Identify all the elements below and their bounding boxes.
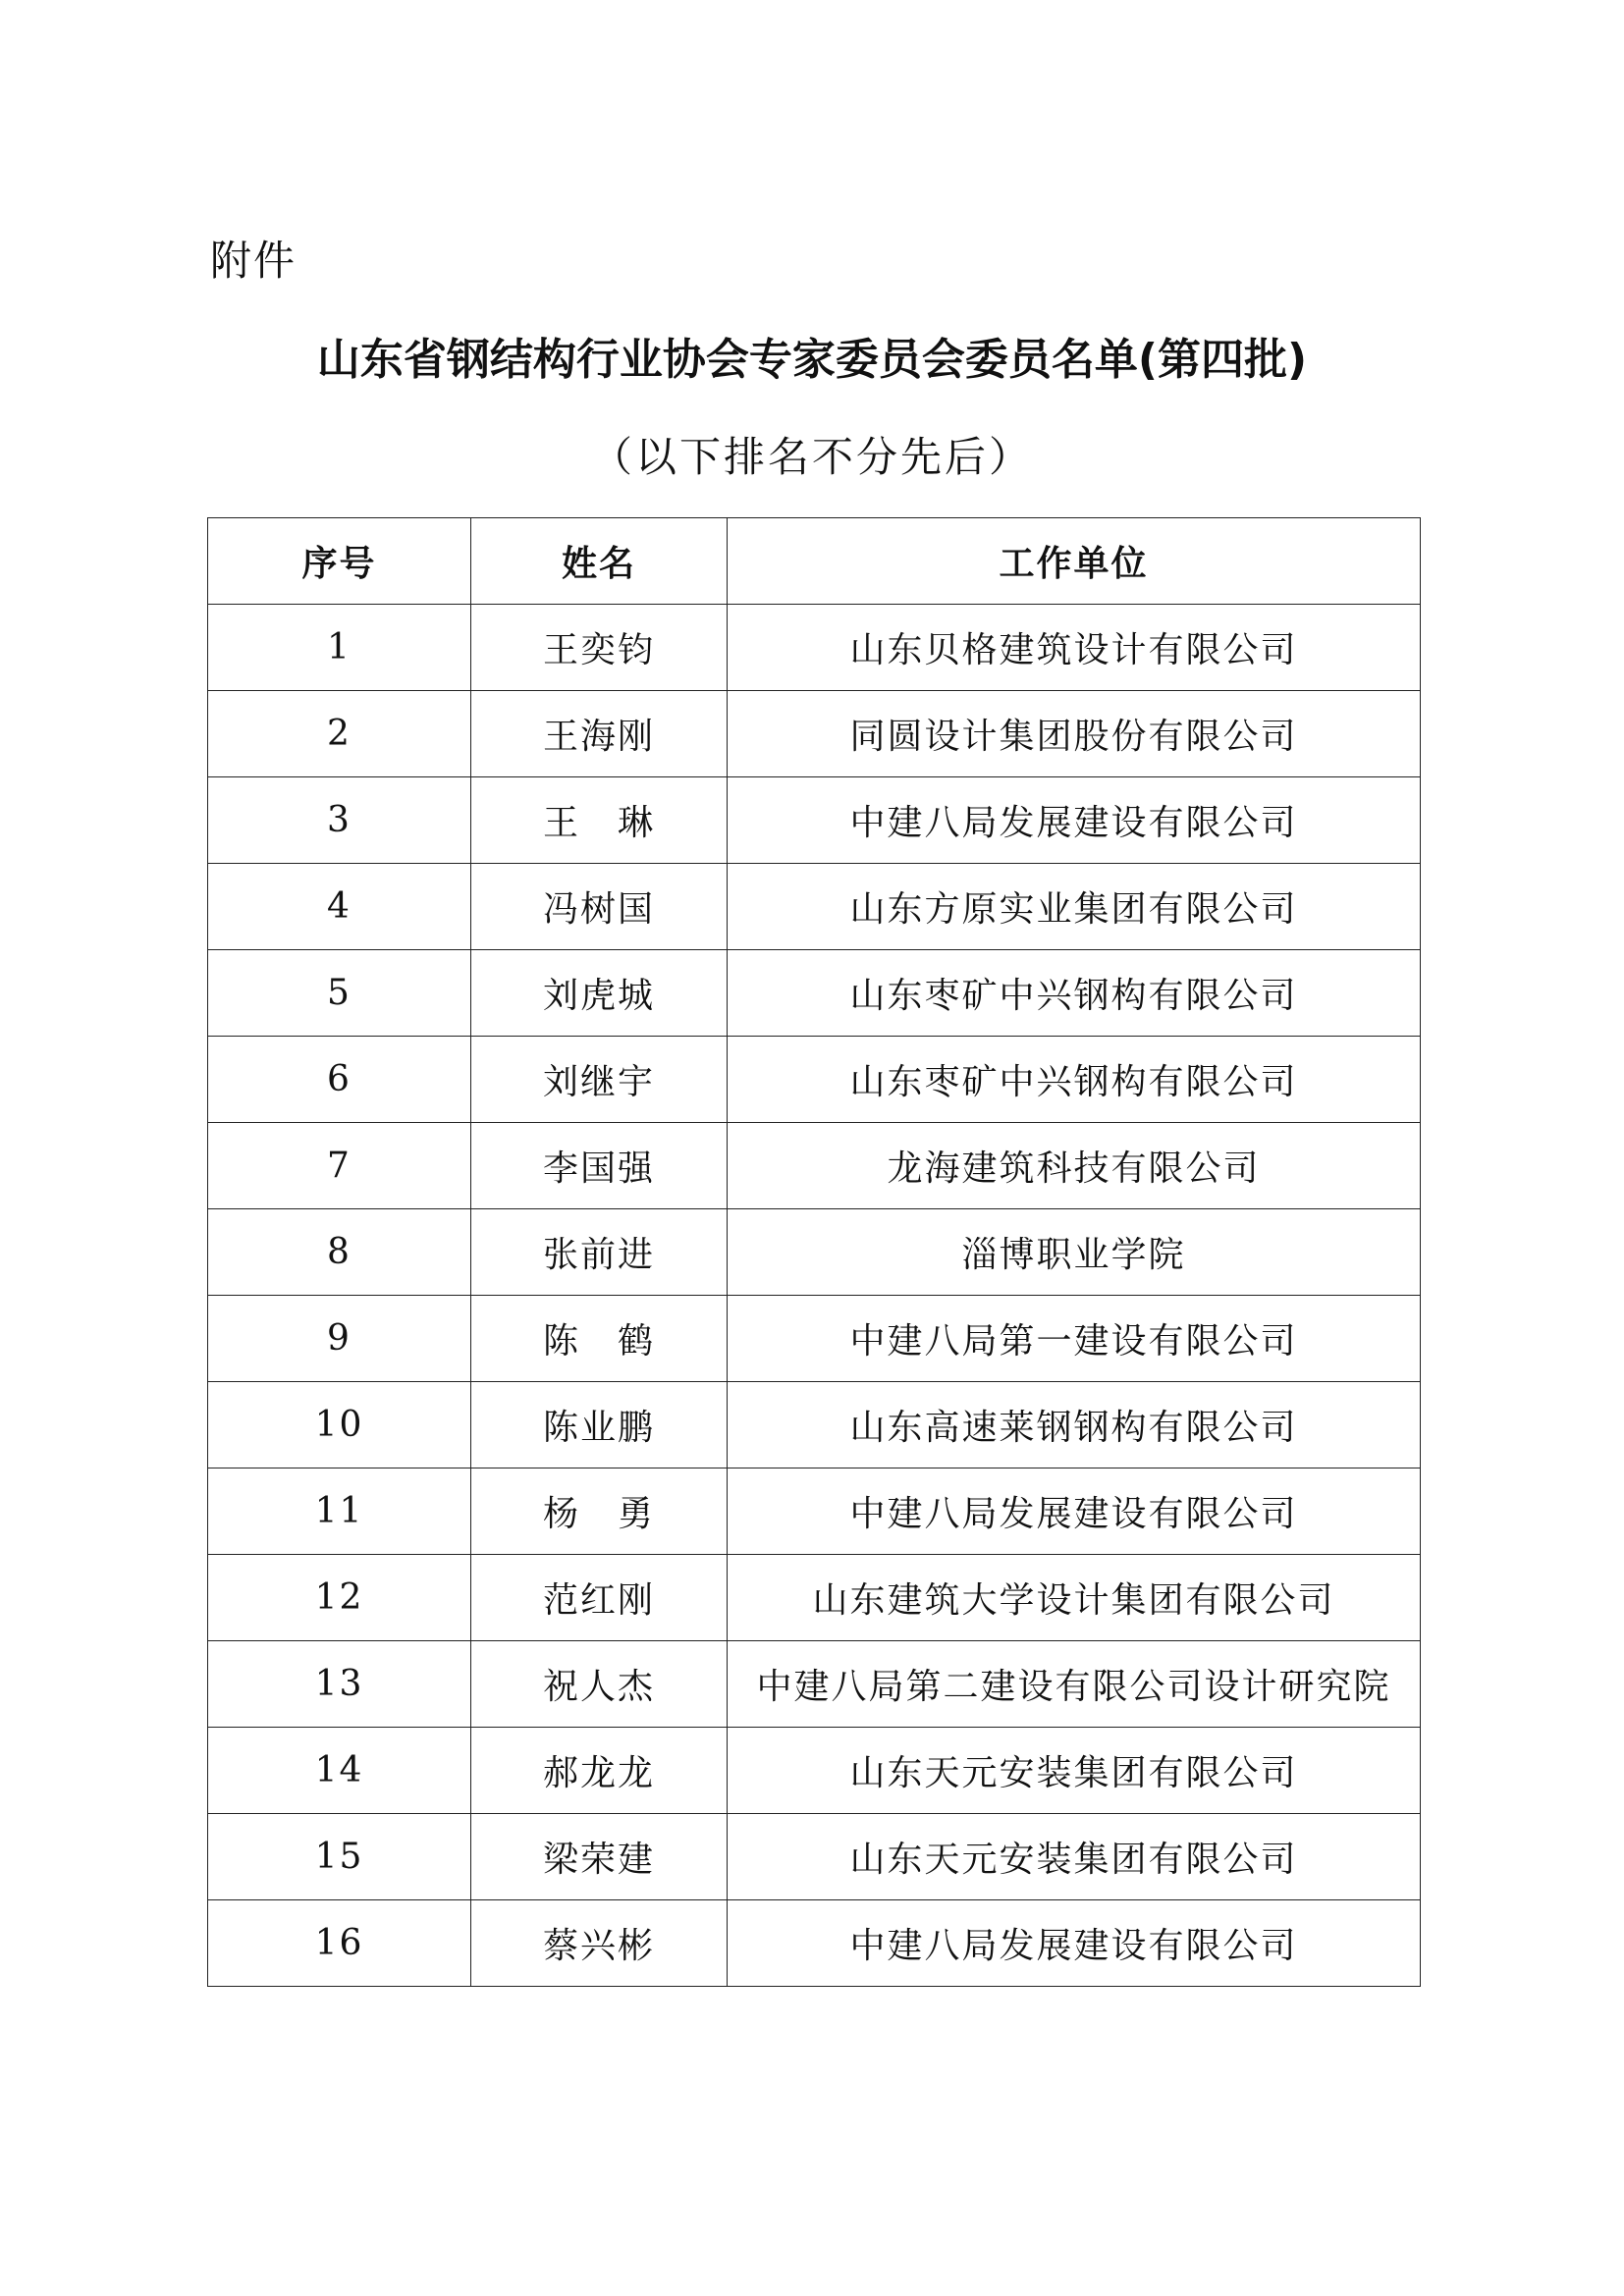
table-row (208, 1296, 1421, 1382)
row-name: 王海刚 (471, 691, 728, 777)
table-row (208, 1641, 1421, 1728)
row-number: 2 (208, 691, 471, 777)
row-organization: 山东枣矿中兴钢构有限公司 (728, 950, 1421, 1037)
row-organization: 中建八局第二建设有限公司设计研究院 (728, 1641, 1421, 1728)
row-number: 10 (208, 1382, 471, 1468)
row-organization: 淄博职业学院 (728, 1209, 1421, 1296)
row-number: 12 (208, 1555, 471, 1641)
table-row (208, 1382, 1421, 1468)
row-number: 7 (208, 1123, 471, 1209)
row-name: 刘虎城 (471, 950, 728, 1037)
row-organization: 中建八局发展建设有限公司 (728, 777, 1421, 864)
table-row (208, 691, 1421, 777)
table-row (208, 1555, 1421, 1641)
row-organization: 山东天元安装集团有限公司 (728, 1814, 1421, 1900)
row-name: 冯树国 (471, 864, 728, 950)
row-name: 王奕钧 (471, 605, 728, 691)
row-number: 4 (208, 864, 471, 950)
table-row (208, 1037, 1421, 1123)
table-row (208, 950, 1421, 1037)
row-name: 张前进 (471, 1209, 728, 1296)
row-name: 梁荣建 (471, 1814, 728, 1900)
table-row (208, 1468, 1421, 1555)
document-title: 山东省钢结构行业协会专家委员会委员名单(第四批) (316, 335, 1308, 385)
row-name: 范红刚 (471, 1555, 728, 1641)
row-organization: 山东天元安装集团有限公司 (728, 1728, 1421, 1814)
column-header-organization: 工作单位 (728, 518, 1421, 605)
table-row (208, 864, 1421, 950)
table-row (208, 1728, 1421, 1814)
row-organization: 山东高速莱钢钢构有限公司 (728, 1382, 1421, 1468)
row-organization: 山东建筑大学设计集团有限公司 (728, 1555, 1421, 1641)
row-organization: 山东方原实业集团有限公司 (728, 864, 1421, 950)
row-name: 蔡兴彬 (471, 1900, 728, 1987)
expert-list-table (207, 517, 1421, 1987)
row-name: 杨 勇 (471, 1468, 728, 1555)
row-name: 陈业鹏 (471, 1382, 728, 1468)
row-number: 15 (208, 1814, 471, 1900)
row-number: 13 (208, 1641, 471, 1728)
row-organization: 中建八局发展建设有限公司 (728, 1900, 1421, 1987)
table-row (208, 1900, 1421, 1987)
row-number: 5 (208, 950, 471, 1037)
row-number: 11 (208, 1468, 471, 1555)
table-row (208, 1209, 1421, 1296)
table-row (208, 777, 1421, 864)
row-organization: 中建八局发展建设有限公司 (728, 1468, 1421, 1555)
row-organization: 山东贝格建筑设计有限公司 (728, 605, 1421, 691)
row-organization: 同圆设计集团股份有限公司 (728, 691, 1421, 777)
table-header-row (208, 518, 1421, 605)
row-number: 8 (208, 1209, 471, 1296)
row-name: 王 琳 (471, 777, 728, 864)
attachment-label: 附件 (210, 237, 298, 285)
row-name: 刘继宇 (471, 1037, 728, 1123)
table-row (208, 605, 1421, 691)
row-number: 6 (208, 1037, 471, 1123)
row-organization: 山东枣矿中兴钢构有限公司 (728, 1037, 1421, 1123)
column-header-number: 序号 (208, 518, 471, 605)
column-header-name: 姓名 (471, 518, 728, 605)
row-number: 3 (208, 777, 471, 864)
row-name: 郝龙龙 (471, 1728, 728, 1814)
table-row (208, 1814, 1421, 1900)
row-number: 14 (208, 1728, 471, 1814)
table-row (208, 1123, 1421, 1209)
row-name: 陈 鹤 (471, 1296, 728, 1382)
row-number: 9 (208, 1296, 471, 1382)
row-number: 1 (208, 605, 471, 691)
document-subtitle: （以下排名不分先后） (590, 433, 1033, 481)
row-name: 李国强 (471, 1123, 728, 1209)
row-organization: 龙海建筑科技有限公司 (728, 1123, 1421, 1209)
row-organization: 中建八局第一建设有限公司 (728, 1296, 1421, 1382)
row-name: 祝人杰 (471, 1641, 728, 1728)
row-number: 16 (208, 1900, 471, 1987)
